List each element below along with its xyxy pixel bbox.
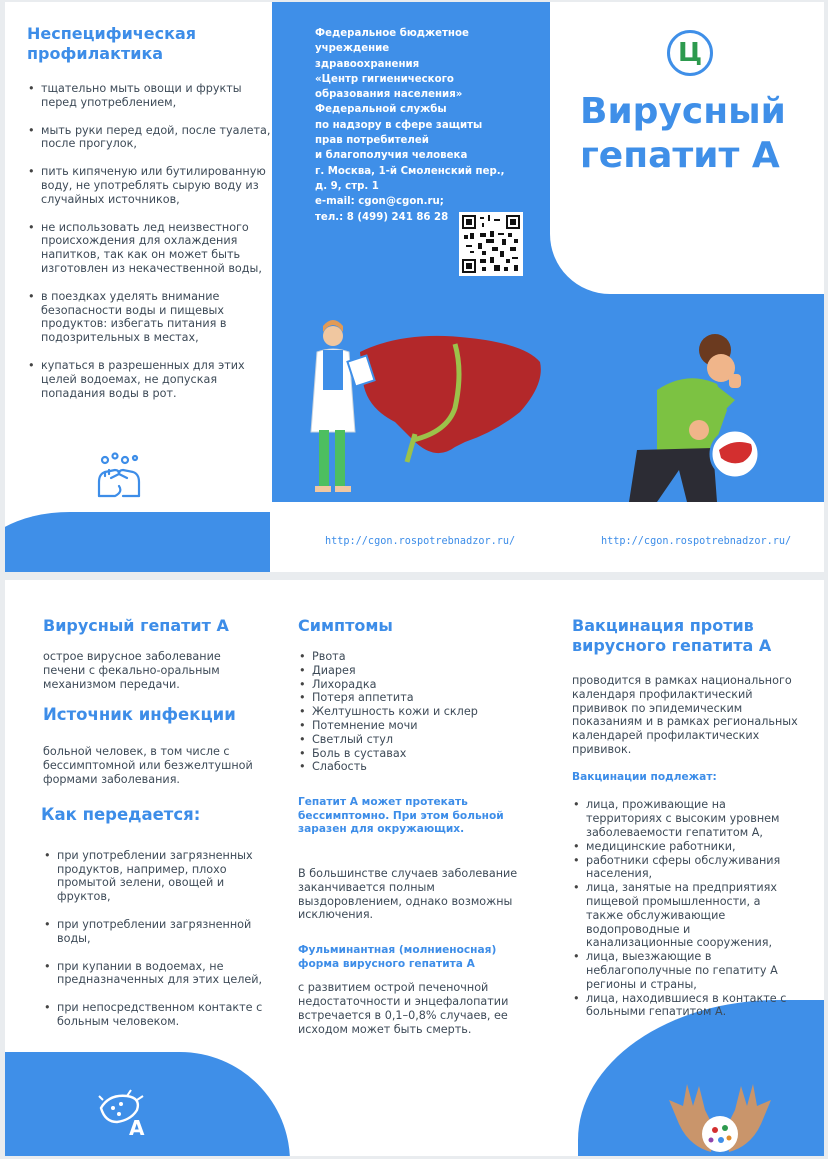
info-column-2 bbox=[298, 616, 538, 1037]
transmission-title: Как передается: bbox=[41, 804, 201, 824]
brochure-outer-sheet bbox=[5, 2, 824, 572]
org-info-line: прав потребителей bbox=[315, 135, 429, 147]
symptoms-title: Симптомы bbox=[298, 616, 393, 635]
source-text: больной человек, в том числе с бессимптомной или безжелтушной формами заболевания. bbox=[43, 745, 253, 786]
sick-man-illustration bbox=[617, 330, 817, 502]
prevention-title: Неспецифическая профилактика bbox=[27, 24, 197, 63]
about-title: Вирусный гепатит А bbox=[43, 616, 229, 635]
list-item: • лица, проживающие на территориях с высоким уровнем заболеваемости гепатитом А, bbox=[572, 798, 797, 839]
outcome-text: В большинстве случаев заболевание заканчивается полным выздоровлением, однако возможны исключения. bbox=[298, 866, 518, 922]
org-info-line: образования населения» bbox=[315, 89, 463, 101]
list-item: • не использовать лед неизвестного происхождения для охлаждения напитков, так как он может быть изготовлен из некачественной воды, bbox=[27, 221, 277, 276]
list-item: • при непосредственном контакте с больным человеком. bbox=[43, 1001, 268, 1029]
doctor-liver-illustration bbox=[295, 312, 545, 502]
transmission-list bbox=[43, 849, 268, 1029]
symptom-item: • Желтушность кожи и склер bbox=[298, 705, 538, 719]
symptom-item: • Лихорадка bbox=[298, 678, 538, 692]
org-info-line: «Центр гигиенического bbox=[315, 73, 454, 85]
list-item: • пить кипяченую или бутилированную воду, не употреблять сырую воду из случайных источников, bbox=[27, 165, 277, 206]
fulminant-text: с развитием острой печеночной недостаточности и энцефалопатии встречается в 0,1–0,8% случаев, ее исходом может быть смерть. bbox=[298, 981, 509, 1036]
liver-virus-icon bbox=[97, 1088, 149, 1138]
list-item: • при употреблении загрязненных продуктов, например, плохо промытой зелени, овощей и фруктов, bbox=[43, 849, 268, 904]
list-item: • купаться в разрешенных для этих целей водоемах, не допуская попадания воды в рот. bbox=[27, 359, 277, 400]
prevention-section bbox=[27, 24, 277, 414]
list-item: • при употреблении загрязненной воды, bbox=[43, 918, 268, 946]
symptom-item: • Потемнение мочи bbox=[298, 719, 538, 733]
symptom-item: • Рвота bbox=[298, 650, 538, 664]
org-info-line: Федеральной службы bbox=[315, 104, 447, 116]
org-info-line: г. Москва, 1-й Смоленский пер., bbox=[315, 165, 505, 177]
vaccination-subject-title: Вакцинации подлежат: bbox=[572, 770, 717, 783]
decorative-blob bbox=[5, 512, 270, 572]
list-item: • при купании в водоемах, не предназначенных для этих целей, bbox=[43, 960, 268, 988]
organization-info bbox=[315, 26, 545, 225]
list-item: • лица, находившиеся в контакте с больными гепатитом А. bbox=[572, 992, 797, 1020]
source-title: Источник инфекции bbox=[43, 705, 236, 725]
org-info-line: учреждение bbox=[315, 43, 390, 55]
org-info-line: по надзору в сфере защиты bbox=[315, 119, 483, 131]
website-link-right[interactable]: http://cgon.rospotrebnadzor.ru/ bbox=[601, 536, 792, 547]
org-info-line: тел.: 8 (499) 241 86 28 bbox=[315, 211, 449, 223]
vaccination-subject-list bbox=[572, 798, 797, 1019]
list-item: • лица, выезжающие в неблагополучные по гепатиту А регионы и страны, bbox=[572, 950, 797, 991]
org-info-line: и благополучия человека bbox=[315, 150, 468, 162]
info-column-3 bbox=[572, 616, 812, 1019]
website-link-left[interactable]: http://cgon.rospotrebnadzor.ru/ bbox=[325, 536, 516, 547]
symptom-item: • Слабость bbox=[298, 760, 538, 774]
list-item: • мыть руки перед едой, после туалета, после прогулок, bbox=[27, 124, 277, 152]
org-info-line: д. 9, стр. 1 bbox=[315, 180, 379, 192]
logo-letter: Ц bbox=[677, 38, 703, 68]
fulminant-title: Фульминантная (молниеносная) форма вирусного гепатита А bbox=[298, 944, 497, 970]
info-column-1 bbox=[43, 616, 273, 1043]
symptom-item: • Потеря аппетита bbox=[298, 691, 538, 705]
symptom-item: • Светлый стул bbox=[298, 733, 538, 747]
asymptomatic-note: Гепатит А может протекать бессимптомно. При этом больной заразен для окружающих. bbox=[298, 796, 504, 836]
org-info-line: e-mail: cgon@cgon.ru; bbox=[315, 196, 444, 208]
org-info-line: Федеральное бюджетное bbox=[315, 28, 469, 39]
vaccination-title: Вакцинация против вирусного гепатита А bbox=[572, 616, 772, 655]
list-item: • медицинские работники, bbox=[572, 840, 797, 854]
symptom-item: • Боль в суставах bbox=[298, 747, 538, 761]
hand-wash-icon bbox=[93, 452, 145, 500]
center-logo bbox=[667, 30, 713, 76]
dirty-hands-illustration bbox=[665, 1080, 775, 1156]
list-item: • лица, занятые на предприятиях пищевой промышленности, а также обслуживающие водопроводные и канализационные сооружения, bbox=[572, 881, 797, 950]
cover-title bbox=[580, 90, 820, 178]
list-item: • в поездках уделять внимание безопасности воды и пищевых продуктов: избегать питания в подозрительных в местах, bbox=[27, 290, 277, 345]
symptoms-list bbox=[298, 650, 538, 774]
hepatitis-a-letter: A bbox=[129, 1116, 145, 1140]
qr-code[interactable] bbox=[459, 212, 523, 276]
list-item: • тщательно мыть овощи и фрукты перед употреблением, bbox=[27, 82, 277, 110]
list-item: • работники сферы обслуживания населения, bbox=[572, 854, 797, 882]
prevention-list bbox=[27, 82, 277, 400]
cover-title-line2: гепатит А bbox=[580, 135, 780, 176]
about-text: острое вирусное заболевание печени с фекально-оральным механизмом передачи. bbox=[43, 650, 221, 691]
vaccination-text: проводится в рамках национального календаря профилактический прививок по эпидемическим показаниям и в рамках региональных календарей профилактических прививок. bbox=[572, 674, 798, 756]
symptom-item: • Диарея bbox=[298, 664, 538, 678]
cover-title-line1: Вирусный bbox=[580, 91, 786, 132]
brochure-inner-sheet bbox=[5, 580, 824, 1156]
org-info-line: здравоохранения bbox=[315, 58, 420, 70]
